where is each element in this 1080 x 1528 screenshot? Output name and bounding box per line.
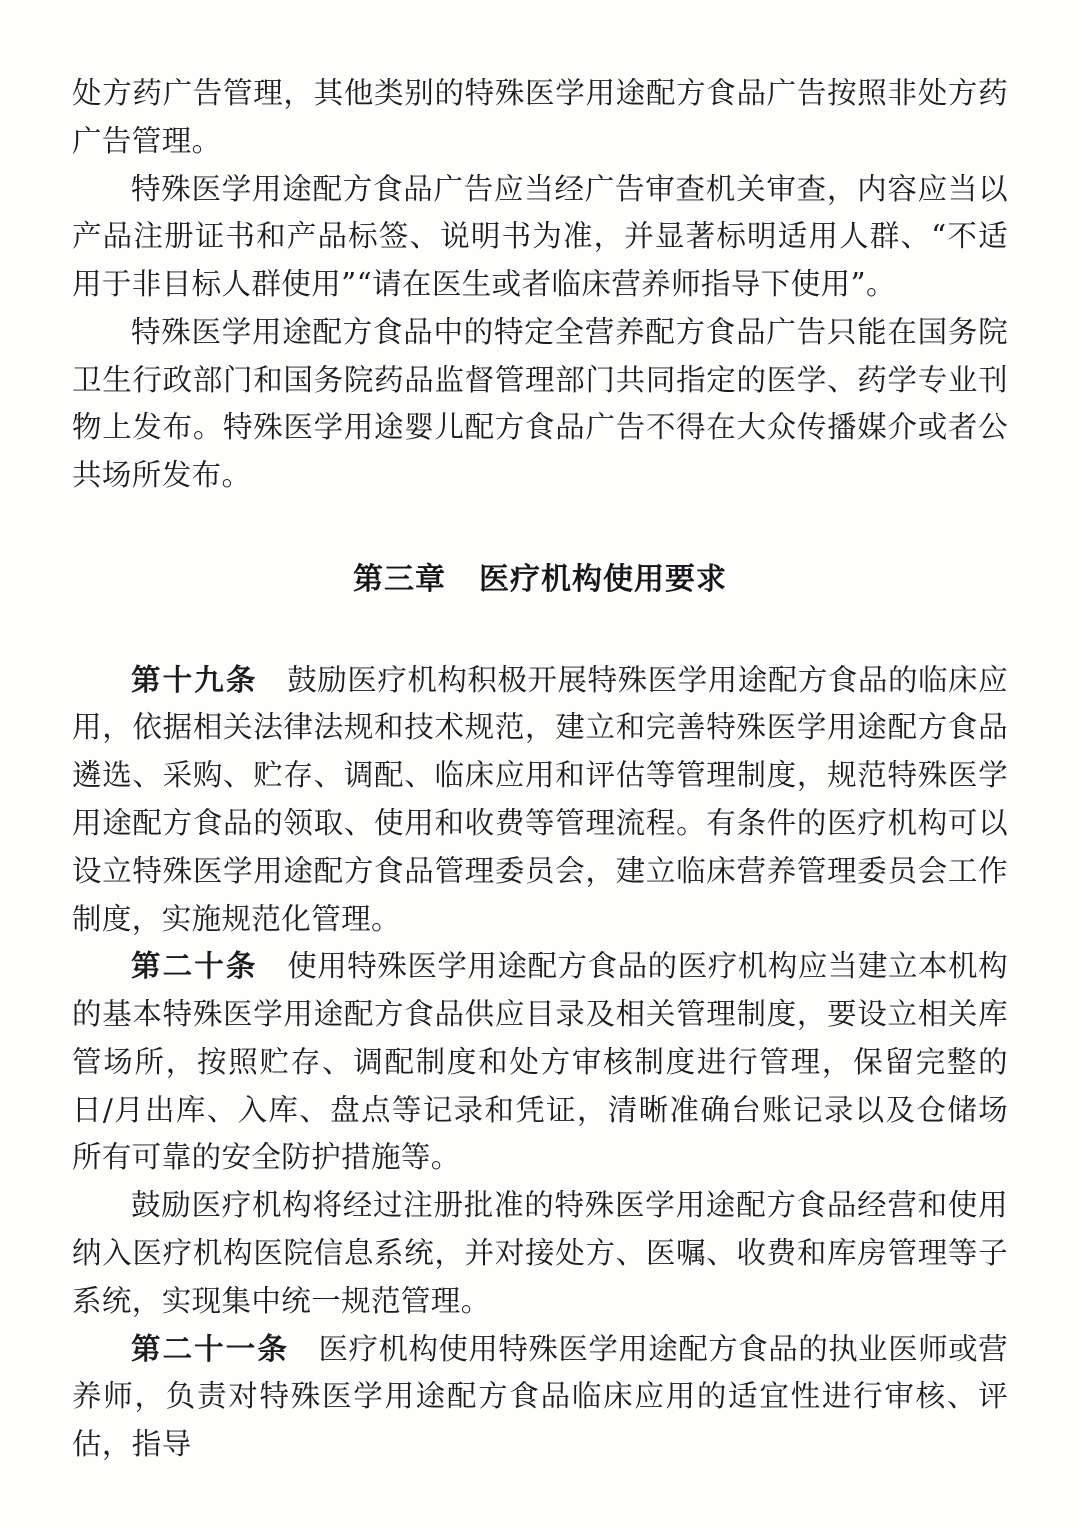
chapter-title: 医疗机构使用要求 [479,562,727,598]
article-21 [72,1326,1008,1469]
article-19-label: 第十九条 [131,662,258,697]
chapter-heading [72,556,1008,605]
article-20-paragraph-2: 鼓励医疗机构将经过注册批准的特殊医学用途配方食品经营和使用纳入医疗机构医院信息系统，并对接处方、医嘱、收费和库房管理等子系统，实现集中统一规范管理。 [72,1188,1008,1318]
document-body [72,70,1008,1469]
article-20 [72,943,1008,1182]
article-20-text: 使用特殊医学用途配方食品的医疗机构应当建立本机构的基本特殊医学用途配方食品供应目录及相关管理制度，要设立相关库管场所，按照贮存、调配制度和处方审核制度进行管理，保留完整的日/月出库、入库、盘点等记录和凭证，清晰准确台账记录以及仓储场所有可靠的安全防护措施等。 [72,949,1008,1175]
article-19-text: 鼓励医疗机构积极开展特殊医学用途配方食品的临床应用，依据相关法律法规和技术规范，建立和完善特殊医学用途配方食品遴选、采购、贮存、调配、临床应用和评估等管理制度，规范特殊医学用途配方食品的领取、使用和收费等管理流程。有条件的医疗机构可以设立特殊医学用途配方食品管理委员会，建立临床营养管理委员会工作制度，实施规范化管理。 [72,662,1008,936]
paragraph-continuation: 处方药广告管理，其他类别的特殊医学用途配方食品广告按照非处方药广告管理。 [72,76,1008,158]
article-21-label: 第二十一条 [131,1331,289,1366]
paragraph-specific-full-nutrition: 特殊医学用途配方食品中的特定全营养配方食品广告只能在国务院卫生行政部门和国务院药品监督管理部门共同指定的医学、药学专业刊物上发布。特殊医学用途婴儿配方食品广告不得在大众传播媒介或者公共场所发布。 [72,314,1008,493]
paragraph-advertising-review: 特殊医学用途配方食品广告应当经广告审查机关审查，内容应当以产品注册证书和产品标签、说明书为准，并显著标明适用人群、“不适用于非目标人群使用”“请在医生或者临床营养师指导下使用”。 [72,171,1008,302]
chapter-number: 第三章 [353,562,446,598]
article-19 [72,657,1008,944]
article-20-label: 第二十条 [131,949,258,984]
article-21-text: 医疗机构使用特殊医学用途配方食品的执业医师或营养师，负责对特殊医学用途配方食品临床应用的适宜性进行审核、评估，指导 [72,1331,1008,1462]
